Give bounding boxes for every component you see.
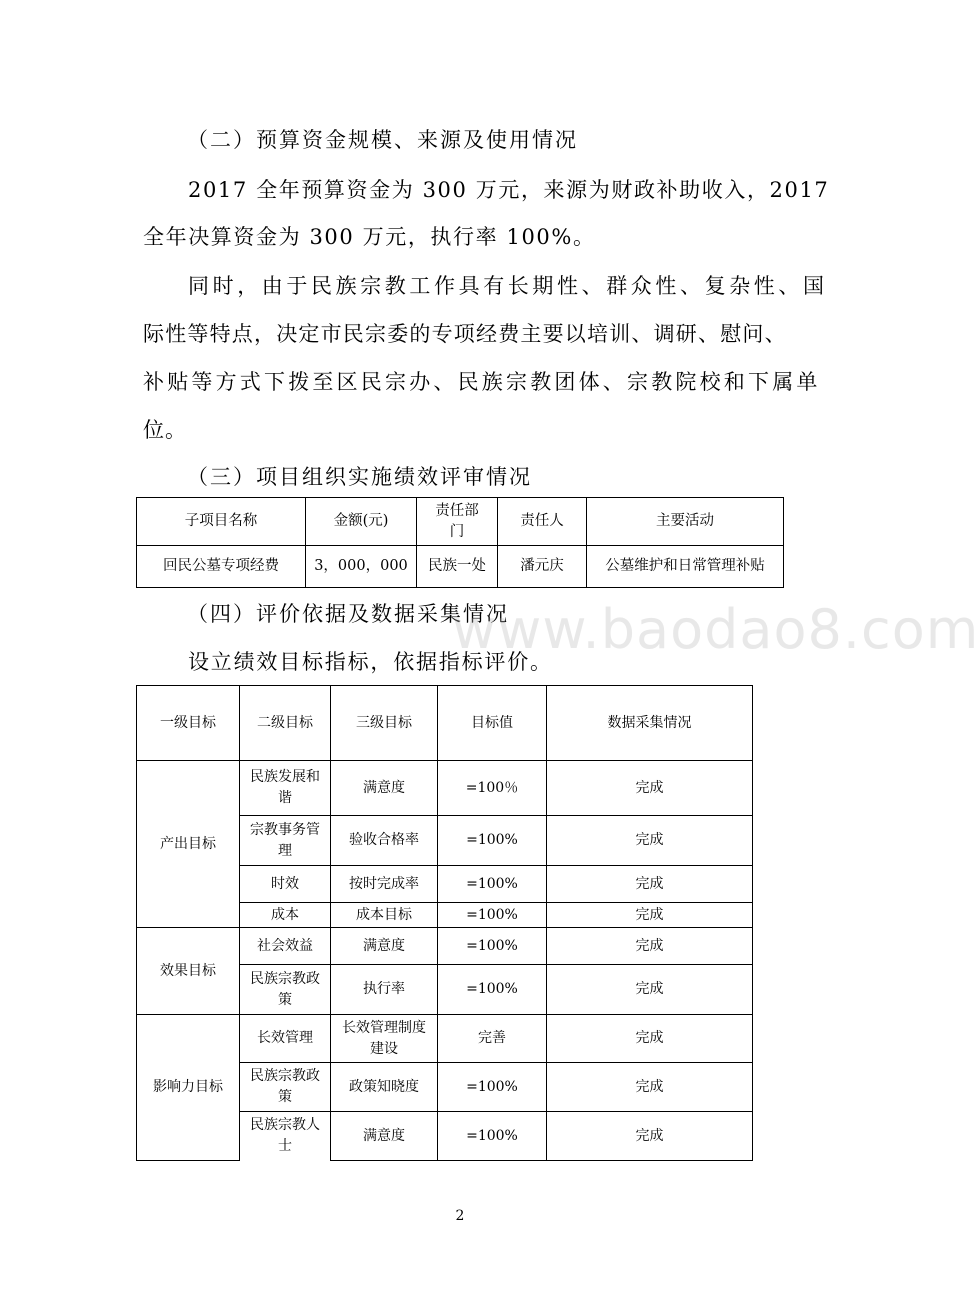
header-cell: 责任人 — [498, 498, 587, 546]
budget-heading: （二）预算资金规模、来源及使用情况 — [187, 128, 578, 152]
table-row — [137, 1015, 753, 1063]
level3-cell: 长效管理制度建设 — [331, 1015, 438, 1063]
eval-heading: （四）评价依据及数据采集情况 — [187, 602, 509, 626]
table-cell: 公墓维护和日常管理补贴 — [587, 546, 784, 588]
level1-cell: 效果目标 — [137, 928, 240, 1015]
page-number: 2 — [455, 1208, 465, 1224]
level2-cell: 长效管理 — [240, 1015, 331, 1063]
target-value-cell: =100% — [438, 816, 547, 866]
level3-cell: 满意度 — [331, 1112, 438, 1161]
table-header-row — [137, 498, 784, 546]
budget-para2-line4: 位。 — [143, 418, 187, 442]
header-cell: 数据采集情况 — [547, 686, 753, 761]
level2-cell: 民族宗教人士 — [240, 1112, 331, 1161]
level3-cell: 满意度 — [331, 761, 438, 816]
status-cell: 完成 — [547, 1112, 753, 1161]
level1-cell: 产出目标 — [137, 761, 240, 928]
table-header-row — [137, 686, 753, 761]
header-cell: 目标值 — [438, 686, 547, 761]
budget-para2-line3: 补贴等方式下拨至区民宗办、民族宗教团体、宗教院校和下属单 — [143, 370, 821, 394]
status-cell: 完成 — [547, 903, 753, 928]
target-value-cell: =100% — [438, 866, 547, 903]
level3-cell: 验收合格率 — [331, 816, 438, 866]
table-row — [137, 761, 753, 816]
target-value-cell: =100% — [438, 928, 547, 965]
level2-cell: 时效 — [240, 866, 331, 903]
level1-cell: 影响力目标 — [137, 1015, 240, 1161]
table-cell: 民族一处 — [417, 546, 498, 588]
watermark: www.baodao8.com — [452, 598, 979, 661]
budget-para2-line2: 际性等特点，决定市民宗委的专项经费主要以培训、调研、慰问、 — [143, 322, 787, 346]
target-value-cell: =100% — [438, 1112, 547, 1161]
table-row — [137, 928, 753, 965]
budget-para1-line1: 2017 全年预算资金为 300 万元，来源为财政补助收入，2017 — [188, 178, 830, 202]
table-cell: 3，000，000 — [306, 546, 417, 588]
header-cell: 二级目标 — [240, 686, 331, 761]
level3-cell: 满意度 — [331, 928, 438, 965]
project-table — [136, 497, 784, 588]
target-value-cell: =100% — [438, 903, 547, 928]
level2-cell: 成本 — [240, 903, 331, 928]
level2-cell: 民族宗教政策 — [240, 1063, 331, 1112]
header-cell: 三级目标 — [331, 686, 438, 761]
target-value-cell: =100％ — [438, 761, 547, 816]
status-cell: 完成 — [547, 965, 753, 1015]
indicator-table — [136, 685, 753, 1161]
level3-cell: 政策知晓度 — [331, 1063, 438, 1112]
status-cell: 完成 — [547, 928, 753, 965]
status-cell: 完成 — [547, 866, 753, 903]
header-cell: 一级目标 — [137, 686, 240, 761]
status-cell: 完成 — [547, 816, 753, 866]
budget-para2-line1: 同时，由于民族宗教工作具有长期性、群众性、复杂性、国 — [188, 274, 828, 298]
target-value-cell: =100% — [438, 1063, 547, 1112]
header-cell: 子项目名称 — [137, 498, 306, 546]
target-value-cell: =100% — [438, 965, 547, 1015]
budget-para1-line2: 全年决算资金为 300 万元，执行率 100%。 — [143, 225, 596, 249]
status-cell: 完成 — [547, 1063, 753, 1112]
level3-cell: 成本目标 — [331, 903, 438, 928]
table-cell: 潘元庆 — [498, 546, 587, 588]
level3-cell: 执行率 — [331, 965, 438, 1015]
header-cell: 主要活动 — [587, 498, 784, 546]
header-cell: 金额(元) — [306, 498, 417, 546]
level2-cell: 宗教事务管理 — [240, 816, 331, 866]
table-cell: 回民公墓专项经费 — [137, 546, 306, 588]
eval-para: 设立绩效目标指标，依据指标评价。 — [188, 650, 553, 674]
status-cell: 完成 — [547, 761, 753, 816]
level2-cell: 民族发展和谐 — [240, 761, 331, 816]
level3-cell: 按时完成率 — [331, 866, 438, 903]
table-row — [137, 546, 784, 588]
level2-cell: 社会效益 — [240, 928, 331, 965]
header-cell: 责任部门 — [417, 498, 498, 546]
review-heading: （三）项目组织实施绩效评审情况 — [187, 465, 532, 489]
level2-cell: 民族宗教政策 — [240, 965, 331, 1015]
status-cell: 完成 — [547, 1015, 753, 1063]
target-value-cell: 完善 — [438, 1015, 547, 1063]
